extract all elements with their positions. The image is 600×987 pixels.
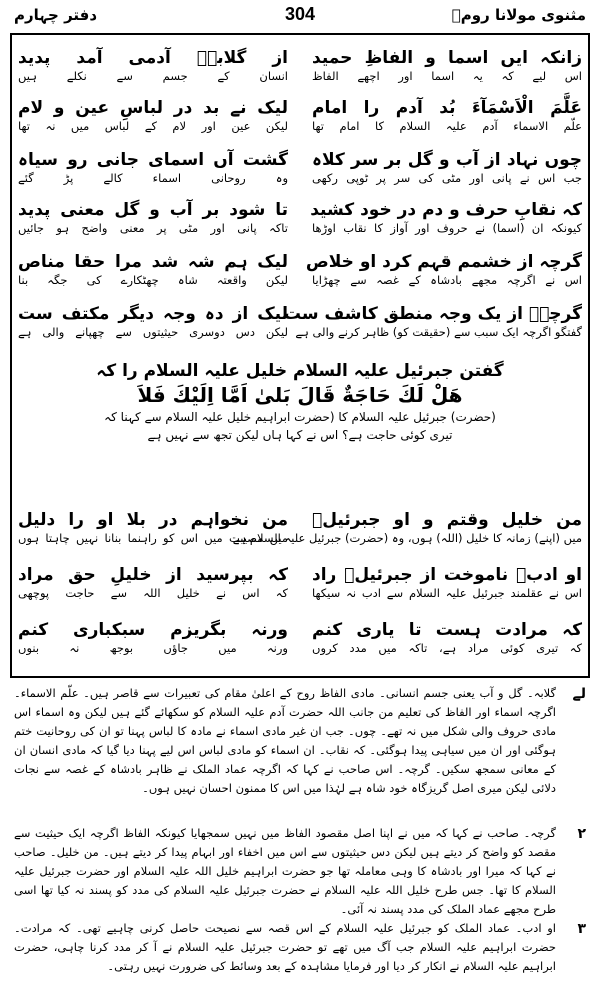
verse-left: من نخواہم در بلا او را دلیل: [18, 510, 288, 530]
verse-right: زانکہ ایں اسما و الفاظِ حمید: [312, 48, 582, 68]
translation-right: اس نے عقلمند جبرئیل علیہ السلام سے ادب نہ سیکھا: [312, 586, 582, 600]
section-heading-block: [20, 360, 580, 444]
translation-right: اس لیے کہ یہ اسما اور اچھے الفاظ: [312, 69, 582, 83]
couplet-3: [0, 150, 600, 188]
translation-right: اس نے اگرچہ مجھے بادشاہ کے غصہ سے چھڑایا: [312, 273, 582, 287]
verse-right: من خلیل وقتم و او جبرئیلؑ: [312, 510, 582, 530]
footnote-3: [14, 919, 586, 976]
heading-translation-1: (حضرت) جبرئیل علیہ السلام کا (حضرت ابراہیم خلیل علیہ السلام سے کہنا کہ: [104, 410, 496, 424]
translation-right: کیونکہ ان (اسما) نے حروف اور آواز کا نقاب اوڑھا: [312, 221, 582, 235]
couplet-7: [0, 510, 600, 548]
arabic-quote: هَلْ لَكَ حَاجَةٌ قَالَ بَلىٰ اَمَّا اِلَيْكَ فَلاَ: [137, 383, 463, 407]
couplet-6: [0, 304, 600, 342]
translation-left: وہ روحانی اسماء کالے پڑ گئے: [18, 171, 288, 185]
verse-left: از گلابہؔ آدمی آمد پدید: [18, 48, 288, 68]
verse-left: ورنہ بگریزم سبکباری کنم: [18, 620, 288, 640]
couplet-2: [0, 98, 600, 136]
verse-left: لیک از دہ وجہ دیگر مکتف ست: [18, 304, 288, 324]
translation-left: انسان کے جسم سے نکلے ہیں: [18, 69, 288, 83]
translation-right: کہ تیری کوئی مراد ہے، تاکہ میں مدد کروں: [312, 641, 582, 655]
footnote-1-number: لے: [572, 686, 586, 702]
heading-translation-2: تیری کوئی حاجت ہے؟ اس نے کہا ہاں لیکن تجھ سے نہیں ہے: [147, 428, 453, 442]
verse-left: لیک نے بد در لباسِ عین و لام: [18, 98, 288, 118]
translation-right: جب اس نے پانی اور مٹی کی سر پر ٹوپی رکھی: [312, 171, 582, 185]
footnote-3-number: ۳: [577, 921, 586, 937]
verse-box-bottom-rule: [10, 676, 590, 678]
couplet-4: [0, 200, 600, 238]
verse-right: او ادبؔ ناموخت از جبرئیلؑ راد: [312, 565, 582, 585]
verse-left: لیک ہم شہ شد مرا حقا مناص: [18, 252, 288, 272]
translation-right: گفتگو اگرچہ ایک سبب سے (حقیقت کو) ظاہر کرنے والی ہے: [295, 325, 582, 339]
page-number: 304: [284, 4, 316, 24]
verse-left: تا شود بر آب و گل معنی پدید: [18, 200, 288, 220]
footnote-2: [14, 824, 586, 919]
translation-left: ورنہ میں جاؤں بوجھ نہ بنوں: [18, 641, 288, 655]
translation-right: میں (اپنے) زمانہ کا خلیل (اللہ) ہوں، وہ (حضرت) جبرئیل علیہ السلام ہے: [232, 531, 582, 545]
verse-right: کہ مرادت ہست تا یاری کنم: [312, 620, 582, 640]
footnote-3-text: او ادب۔ عماد الملک کو جبرئیل علیہ السلام کے اس قصہ سے نصیحت حاصل کرنی چاہیے تھی۔ کہ مرادت۔ حضرت ابراہیم علیہ السلام جب آگ میں تھے تو حضرت جبرئیل علیہ السلام نے آ کر مدد کرنا چاہی، حضرت ابراہیم علیہ السلام نے انکار کر دیا اور فرمایا مشاہدہ کے بعد وسائط کی ضرورت نہیں رہتی۔: [14, 921, 556, 973]
translation-left: کہ اس نے خلیل اللہ سے حاجت پوچھی: [18, 586, 288, 600]
verse-left: کہ بپرسید از خلیلِ حق مراد: [18, 565, 288, 585]
translation-left: لیکن دس دوسری حیثیتوں سے چھپانے والی ہے: [18, 325, 288, 339]
footnote-2-number: ۲: [577, 826, 586, 842]
footnote-1-text: گلابہ۔ گل و آب یعنی جسم انسانی۔ مادی الفاظ روح کے اعلیٰ مقام کی تعبیرات سے قاصر ہیں۔ علّم الاسماء۔ اگرچہ اسماء اور الفاظ کی تعلیم من جانب اللہ حضرت آدم علیہ السلام کو سکھائے گئے ہیں لیکن وہ اسماء اس مادی حروف والی شکل میں نہ تھے۔ چوں۔ جب ان غیر مادی اسماء نے مادہ کا لباس پہنا تو ان کی روحانیت ختم ہوگئی اور ان میں سیاہی پیدا ہوگئی۔ کہ نقاب۔ ان اسماء کو مادی لباس اس لیے پہنا دیا گیا کہ مادی انسان ان کے معانی سمجھ سکیں۔ گرچہ۔ اس صاحب نے کہا کہ اگرچہ عماد الملک نے ظاہر بادشاہ کے غصہ سے نجات دلائی لیکن میری اصل گریزگاہ خود شاہ ہے لہٰذا میں اس کا ممنون احسان نہیں ہوں۔: [14, 686, 556, 795]
translation-right: علّم الاسماء آدم علیہ السلام کا امام تھا: [312, 119, 582, 133]
verse-left: گشت آں اسمای جانی رو سیاہ: [18, 150, 288, 170]
section-heading-verse: گفتن جبرئیل علیہ السلام خلیل علیہ السلام را کہ: [96, 361, 504, 381]
translation-left: لیکن واقعتہ شاہ چھٹکارے کی جگہ بنا: [18, 273, 288, 287]
couplet-8: [0, 565, 600, 603]
book-title: مثنوی مولانا رومؒ: [451, 6, 586, 24]
volume-title: دفتر چہارم: [14, 6, 98, 24]
footnote-2-text: گرچہ۔ صاحب نے کہا کہ میں نے اپنا اصل مقصود الفاظ میں نہیں سمجھایا کیونکہ الفاظ اگرچہ ایک حیثیت سے مقصد کو واضح کر دیتے ہیں لیکن دس حیثیتوں سے اس میں اخفاء اور ابہام پیدا کر دیتے ہیں۔ من خلیل۔ صاحب نے کہا کہ میرا اور بادشاہ کا وہی معاملہ تھا جو حضرت ابراہیم خلیل اللہ علیہ السلام اور حضرت جبرئیل علیہ السلام کا تھا۔ جس طرح خلیل اللہ علیہ السلام نے حضرت جبرئیل علیہ السلام کی مدد کو پسند نہ کیا تھا اسی طرح مجھے عماد الملک کی مدد پسند نہ آئی۔: [14, 826, 556, 916]
verse-right: گرچہؔ از یک وجہ منطق کاشف ست: [283, 304, 582, 324]
translation-left: تاکہ پانی اور مٹی پر معنی واضح ہو جائیں: [18, 221, 288, 235]
translation-left: لیکن عین اور لام کے لباس میں نہ تھا: [18, 119, 288, 133]
footnote-1: [14, 684, 586, 798]
verse-right: چوں نہاد از آب و گل بر سر کلاہ: [312, 150, 582, 170]
couplet-1: [0, 48, 600, 86]
verse-right: عَلَّمَ الْاَسْمَآءَ بُد آدم را امام: [312, 98, 582, 118]
header-rule: [10, 33, 590, 35]
couplet-5: [0, 252, 600, 290]
verse-right: کہ نقابِ حرف و دم در خود کشید: [310, 200, 582, 220]
translation-left: میں مصیبت میں اس کو راہنما بنانا نہیں چاہتا ہوں: [18, 531, 288, 545]
couplet-9: [0, 620, 600, 658]
verse-right: گرچہ از خشمم قہم کرد او خلاص: [305, 252, 582, 272]
